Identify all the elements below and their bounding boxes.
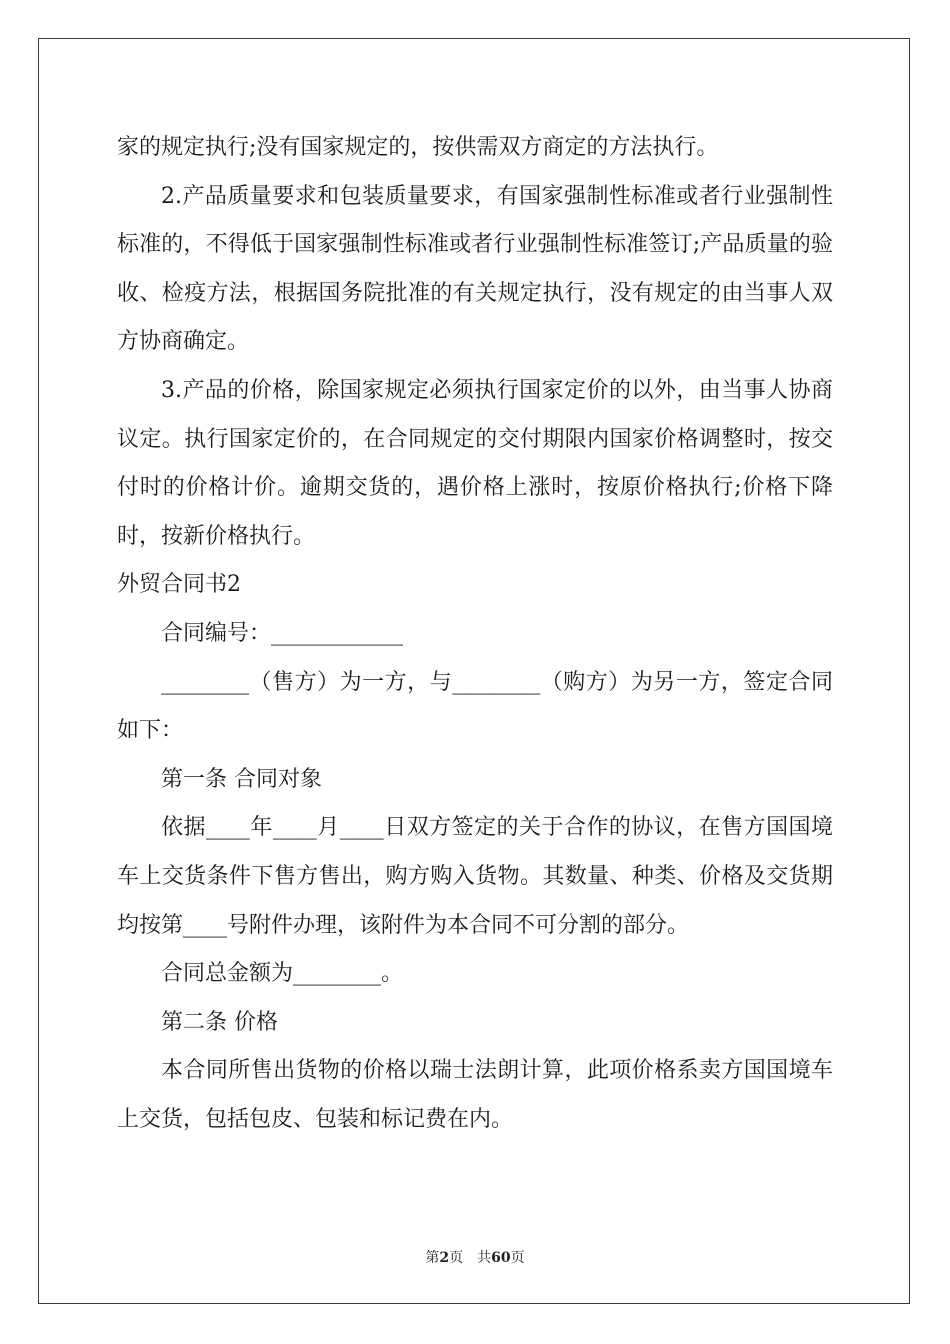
footer-page-number: 2 xyxy=(439,1250,450,1266)
footer-page-mid: 页 共 xyxy=(449,1250,492,1266)
section-heading: 外贸合同书2 xyxy=(117,572,241,598)
paragraph-3: 3.产品的价格，除国家规定必须执行国家定价的以外，由当事人协商议定。执行国家定价的，在合同规定的交付期限内国家价格调整时，按交付时的价格计价。逾期交货的，遇价格上涨时，按原价格执行;价格下降时，按新价格执行。 xyxy=(117,377,833,549)
paragraph-2: 2.产品质量要求和包装质量要求，有国家强制性标准或者行业强制性标准的，不得低于国家强制性标准或者行业强制性标准签订;产品质量的验收、检疫方法，根据国务院批准的有关规定执行，没有规定的由当事人双方协商确定。 xyxy=(117,183,833,355)
article-1-body: 依据____年____月____日双方签定的关于合作的协议，在售方国国境车上交货条件下售方售出，购方购入货物。其数量、种类、价格及交货期均按第____号附件办理，该附件为本合同不可分割的部分。 xyxy=(117,815,833,938)
paragraph-1: 家的规定执行;没有国家规定的，按供需双方商定的方法执行。 xyxy=(117,135,719,160)
footer-total-pages: 60 xyxy=(491,1250,511,1266)
footer-page-prefix: 第 xyxy=(425,1250,440,1266)
contract-number-line: 合同编号：____________ xyxy=(161,620,404,646)
total-amount-line: 合同总金额为________。 xyxy=(161,961,404,987)
document-body xyxy=(117,124,833,1144)
article-1-heading: 第一条 合同对象 xyxy=(161,766,322,792)
parties-paragraph: ________（售方）为一方，与________（购方）为另一方，签定合同如下： xyxy=(117,669,833,744)
article-2-heading: 第二条 价格 xyxy=(161,1009,278,1035)
footer-page-suffix: 页 xyxy=(510,1250,525,1266)
article-2-body: 本合同所售出货物的价格以瑞士法朗计算，此项价格系卖方国国境车上交货，包括包皮、包装和标记费在内。 xyxy=(117,1058,833,1132)
page-footer xyxy=(0,1247,950,1267)
